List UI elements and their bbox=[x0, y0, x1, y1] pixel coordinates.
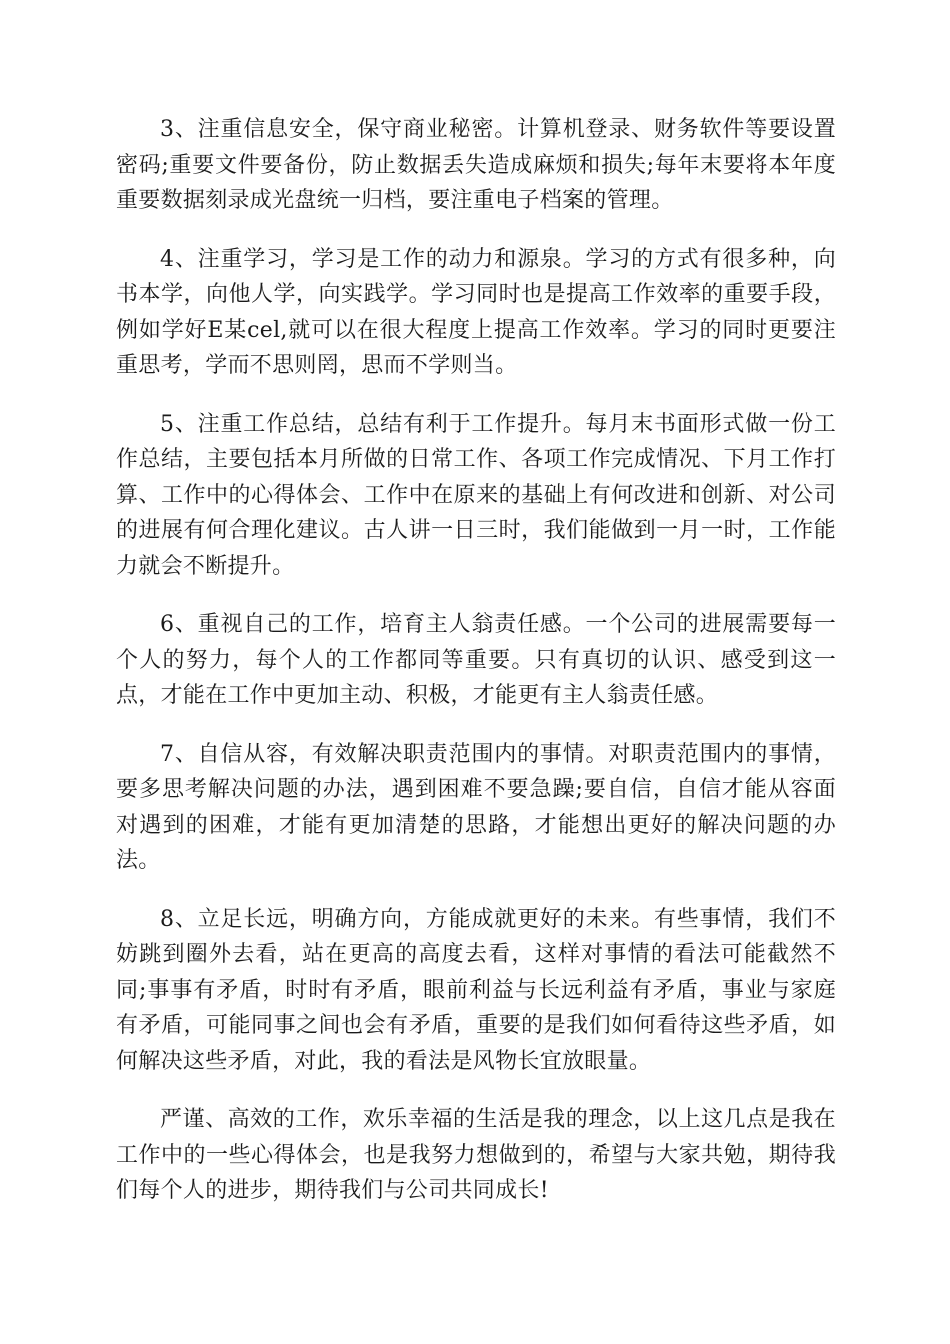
paragraph-item-7: 7、自信从容，有效解决职责范围内的事情。对职责范围内的事情，要多思考解决问题的办法，遇到困难不要急躁;要自信，自信才能从容面对遇到的困难，才能有更加清楚的思路，才能想出更好的解决问题的办法。 bbox=[116, 741, 836, 873]
document-body bbox=[116, 112, 836, 1232]
paragraph-item-8: 8、立足长远，明确方向，方能成就更好的未来。有些事情，我们不妨跳到圈外去看，站在更高的高度去看，这样对事情的看法可能截然不同;事事有矛盾，时时有矛盾，眼前利益与长远利益有矛盾，事业与家庭有矛盾，可能同事之间也会有矛盾，重要的是我们如何看待这些矛盾，如何解决这些矛盾，对此，我的看法是风物长宜放眼量。 bbox=[116, 906, 836, 1074]
paragraph-item-4: 4、注重学习，学习是工作的动力和源泉。学习的方式有很多种，向书本学，向他人学，向实践学。学习同时也是提高工作效率的重要手段，例如学好E某cel,就可以在很大程度上提高工作效率。学习的同时更要注重思考，学而不思则罔，思而不学则当。 bbox=[116, 246, 836, 378]
paragraph-item-6: 6、重视自己的工作，培育主人翁责任感。一个公司的进展需要每一个人的努力，每个人的工作都同等重要。只有真切的认识、感受到这一点，才能在工作中更加主动、积极，才能更有主人翁责任感。 bbox=[116, 612, 836, 708]
paragraph-item-3: 3、注重信息安全，保守商业秘密。计算机登录、财务软件等要设置密码;重要文件要备份，防止数据丢失造成麻烦和损失;每年末要将本年度重要数据刻录成光盘统一归档，要注重电子档案的管理。 bbox=[116, 117, 836, 213]
closing-paragraph: 严谨、高效的工作，欢乐幸福的生活是我的理念，以上这几点是我在工作中的一些心得体会，也是我努力想做到的，希望与大家共勉，期待我们每个人的进步，期待我们与公司共同成长! bbox=[116, 1107, 836, 1203]
paragraph-item-5: 5、注重工作总结，总结有利于工作提升。每月末书面形式做一份工作总结，主要包括本月所做的日常工作、各项工作完成情况、下月工作打算、工作中的心得体会、工作中在原来的基础上有何改进和创新、对公司的进展有何合理化建议。古人讲一日三时，我们能做到一月一时，工作能力就会不断提升。 bbox=[116, 411, 836, 579]
